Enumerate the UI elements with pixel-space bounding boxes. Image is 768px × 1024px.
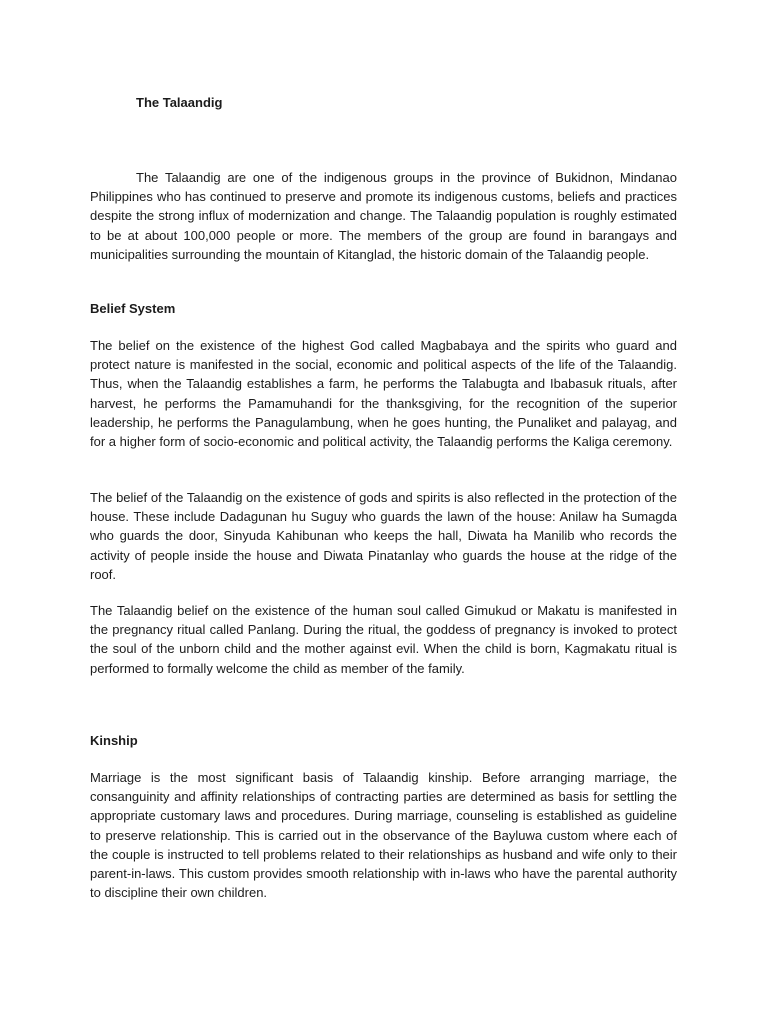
intro-paragraph: The Talaandig are one of the indigenous groups in the province of Bukidnon, Mindanao Philippines who has continued to preserve and promote its indigenous customs, beliefs and practices despite the strong influx of modernization and change. The Talaandig population is roughly estimated to be at about 100,000 people or more. The members of the group are found in barangays and municipalities surrounding the mountain of Kitanglad, the historic domain of the Talaandig people.: [90, 170, 677, 262]
document-title: The Talaandig: [136, 95, 223, 110]
kinship-paragraph-1: Marriage is the most significant basis of Talaandig kinship. Before arranging marriage, the consanguinity and affinity relationships of contracting parties are determined as basis for settling the appropriate customary laws and procedures. During marriage, counseling is established as guideline to preserve relationship. This is carried out in the observance of the Bayluwa custom where each of the couple is instructed to tell problems related to their relationships as husband and wife only to their parent-in-laws. This custom provides smooth relationship with in-laws who have the parental authority to discipline their own children.: [90, 770, 677, 901]
belief-system-paragraph-2: The belief of the Talaandig on the existence of gods and spirits is also reflected in the protection of the house. These include Dadagunan hu Suguy who guards the lawn of the house: Anilaw ha Sumagda who guards the door, Sinyuda Kahibunan who keeps the hall, Diwata ha Manilib who records the activity of people inside the house and Diwata Pinatanlay who guards the house at the ridge of the roof.: [90, 490, 677, 582]
belief-system-paragraph-1: The belief on the existence of the highest God called Magbabaya and the spirits who guard and protect nature is manifested in the social, economic and political aspects of the life of the Talaandig. Thus, when the Talaandig establishes a farm, he performs the Talabugta and Ibabasuk rituals, after harvest, he performs the Pamamuhandi for the thanksgiving, for the recognition of the superior leadership, he performs the Panagulambung, when he goes hunting, the Punaliket and palayag, and for a higher form of socio-economic and political activity, the Talaandig performs the Kaliga ceremony.: [90, 338, 677, 450]
kinship-heading: Kinship: [90, 733, 138, 748]
belief-system-heading: Belief System: [90, 301, 176, 316]
belief-system-paragraph-3: The Talaandig belief on the existence of the human soul called Gimukud or Makatu is manifested in the pregnancy ritual called Panlang. During the ritual, the goddess of pregnancy is invoked to protect the soul of the unborn child and the mother against evil. When the child is born, Kagmakatu ritual is performed to formally welcome the child as member of the family.: [90, 603, 677, 676]
